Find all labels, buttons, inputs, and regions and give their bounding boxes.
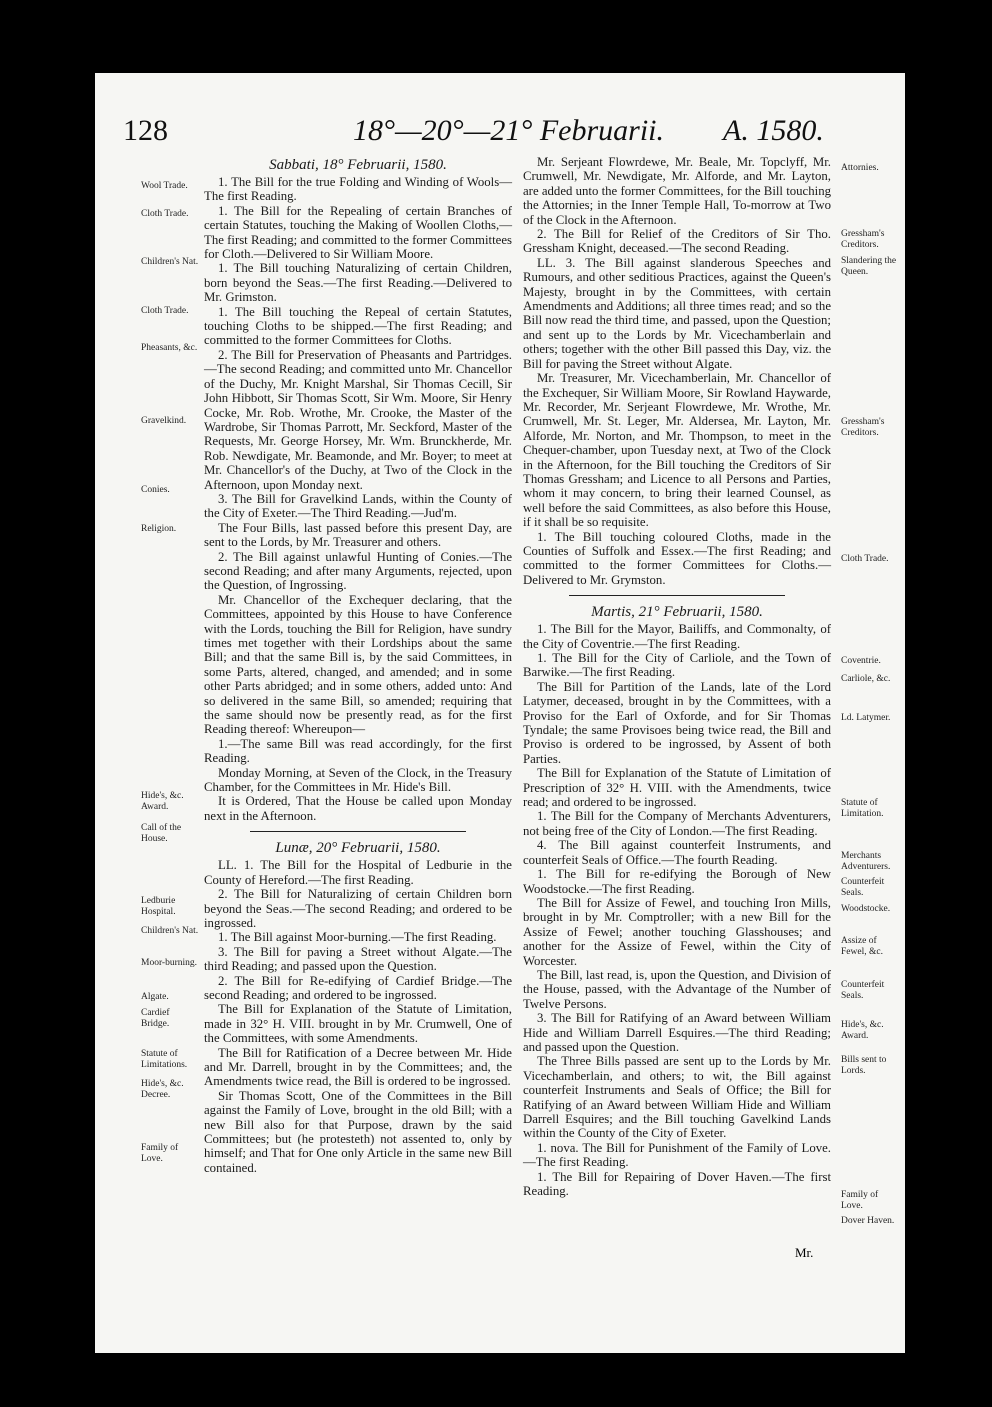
margin-note: Cloth Trade. xyxy=(841,554,889,564)
entry-paragraph: The Bill for Partition of the Lands, late of the Lord Latymer, deceased, brought in by the Committees, with a Proviso for the Earl of Oxforde, and for Sir Thomas Tyndale; the same Provisoes being twice read, the Bill and Proviso is ordered to be ingrossed, by Assent of both Parties. xyxy=(523,679,831,766)
margin-note: Counterfeit Seals. xyxy=(841,980,885,1001)
margin-note: Cloth Trade. xyxy=(141,306,189,316)
margin-note: Ledburie Hospital. xyxy=(141,896,176,917)
margin-note: Gressham's Creditors. xyxy=(841,417,885,438)
entry-paragraph: 1. The Bill for Repairing of Dover Haven.—The first Reading. xyxy=(523,1169,831,1199)
margin-note: Slandering the Queen. xyxy=(841,256,897,277)
entry-paragraph: 1. The Bill touching Naturalizing of certain Children, born beyond the Seas.—The first Reading.—Delivered to Mr. Grimston. xyxy=(204,261,512,305)
entry-paragraph: The Three Bills passed are sent up to the Lords by Mr. Vicechamberlain, and others; to wit, the Bill against counterfeit Instruments and Seals of Office; the Bill for Ratifying of an Award between William Hide and William Darrell Esquires; and the Bill touching Gavelkind Lands within the County of the City of Exeter. xyxy=(523,1054,831,1141)
entry-paragraph: Sir Thomas Scott, One of the Committees in the Bill against the Family of Love, brought in the old Bill; with a new Bill also for that Purpose, drawn by the said Committees; but (he protesteth) not assented to, only by himself; and That for One only Article in the same new Bill contained. xyxy=(204,1088,512,1175)
margin-note: Family of Love. xyxy=(841,1190,879,1211)
entry-paragraph: The Bill for Explanation of the Statute of Limitation of Prescription of 32° H. VIII. with the Amendments, twice read; and ordered to be ingrossed. xyxy=(523,766,831,810)
entry-paragraph: 1. The Bill against Moor-burning.—The first Reading. xyxy=(218,930,497,945)
entry-paragraph: Mr. Treasurer, Mr. Vicechamberlain, Mr. Chancellor of the Exchequer, Sir William Moore, Sir Rowland Haywarde, Mr. Recorder, Mr. Serjeant Flowrdewe, Mr. Wrothe, Mr. Crumwell, Mr. St. Leger, Mr. Aldersea, Mr. Layton, Mr. Alforde, Mr. Norton, and Mr. Thompson, to meet in the Chequer-chamber, upon Tuesday next, at Two of the Clock in the Afternoon, for the Bill touching the Creditors of Sir Thomas Gressham; and Licence to all Persons and Parties, whom it may concern, to bring their learned Counsel, as well before the said Committees, as also before this House, if it shall be so requisite. xyxy=(523,371,831,530)
entry-paragraph: 3. The Bill for Gravelkind Lands, within the County of the City of Exeter.—The Third Reading.—Jud'm. xyxy=(204,491,512,521)
entry-paragraph: It is Ordered, That the House be called upon Monday next in the Afternoon. xyxy=(204,794,512,823)
entry-paragraph: 2. The Bill for Preservation of Pheasants and Partridges.—The second Reading; and committed unto Mr. Chancellor of the Duchy, Mr. Knight Marshal, Sir Thomas Cecill, Sir John Hibbott, Sir Thomas Scott, Sir Wm. Moore, Sir Henry Cocke, Mr. Rob. Wrothe, Mr. Crooke, the Master of the Wardrobe, Sir Thomas Parrott, Mr. Seckford, Master of the Requests, Mr. George Horsey, Mr. Wm. Brunckherde, Mr. Rob. Newdigate, Mr. Beamonde, and Mr. Boyer; to meet at Mr. Chancellor's of the Duchy, at Two of the Clock in the Afternoon, upon Monday next. xyxy=(204,347,512,492)
margin-note: Counterfeit Seals. xyxy=(841,877,885,898)
margin-note: Statute of Limitation. xyxy=(841,798,884,819)
margin-note: Children's Nat. xyxy=(141,257,199,267)
entry-paragraph: 2. The Bill against unlawful Hunting of Conies.—The second Reading; and after many Arguments, rejected, upon the Question, of Ingrossing. xyxy=(204,549,512,593)
right-column xyxy=(523,155,831,1198)
margin-note: Coventrie. xyxy=(841,656,881,666)
entry-paragraph: 1.—The same Bill was read accordingly, for the first Reading. xyxy=(204,736,512,766)
margin-note: Family of Love. xyxy=(141,1143,179,1164)
entry-paragraph: 1. nova. The Bill for Punishment of the Family of Love.—The first Reading. xyxy=(523,1140,831,1170)
margin-note: Religion. xyxy=(141,524,177,534)
entry-paragraph: 1. The Bill for the true Folding and Winding of Wools—The first Reading. xyxy=(204,175,512,204)
margin-note: Wool Trade. xyxy=(141,181,188,191)
catchword: Mr. xyxy=(795,1245,814,1260)
section-heading: Sabbati, 18° Februarii, 1580. xyxy=(269,157,447,173)
margin-note: Hide's, &c. Award. xyxy=(841,1020,884,1041)
margin-note: Attornies. xyxy=(841,163,879,173)
margin-note: Children's Nat. xyxy=(141,926,199,936)
margin-note: Pheasants, &c. xyxy=(141,343,198,353)
margin-note: Gravelkind. xyxy=(141,416,187,426)
entry-paragraph: LL. 3. The Bill against slanderous Speeches and Rumours, and other seditious Practices, against the Queen's Majesty, brought in by the Committees, with certain Amendments and Additions; all three times read; and so the Bill now read the third time, and passed, upon the Question; and sent up to the Lords by Mr. Vicechamberlain and others; together with the other Bill passed this Day, viz. the Bill for paving the Street without Algate. xyxy=(523,255,831,371)
entry-paragraph: The Bill for Ratification of a Decree between Mr. Hide and Mr. Darrell, brought in by the Committees; and, the Amendments twice read, the Bill is ordered to be ingrossed. xyxy=(204,1045,512,1089)
entry-paragraph: LL. 1. The Bill for the Hospital of Ledburie in the County of Hereford.—The first Reading. xyxy=(204,858,512,887)
margin-note: Statute of Limitations. xyxy=(141,1049,188,1070)
entry-paragraph: Mr. Serjeant Flowrdewe, Mr. Beale, Mr. Topclyff, Mr. Crumwell, Mr. Newdigate, Mr. Alforde, and Mr. Layton, are added unto the former Committees, for the Bill touching the Attornies; in the Inner Temple Hall, To-morrow at Two of the Clock in the Afternoon. xyxy=(523,155,831,227)
section-heading: Lunæ, 20° Februarii, 1580. xyxy=(275,840,441,857)
entry-paragraph: The Bill for Assize of Fewel, and touching Iron Mills, brought in by Mr. Comptroller; with a new Bill for the Assize of Fewel; another touching Glasshouses; and another for the Assize of Fewel, within the City of Worcester. xyxy=(523,895,831,968)
entry-paragraph: 1. The Bill for the Mayor, Bailiffs, and Commonalty, of the City of Coventrie.—The first Reading. xyxy=(523,622,831,651)
margin-note: Woodstocke. xyxy=(841,904,891,914)
section-divider xyxy=(569,595,785,596)
entry-paragraph: The Bill, last read, is, upon the Question, and Division of the House, passed, with the Advantage of the Number of Twelve Persons. xyxy=(523,967,831,1011)
entry-paragraph: 3. The Bill for Ratifying of an Award between William Hide and William Darrell Esquires.—The third Reading; and passed upon the Question. xyxy=(523,1011,831,1054)
entry-paragraph: 2. The Bill for Naturalizing of certain Children born beyond the Seas.—The second Reading; and ordered to be ingrossed. xyxy=(204,887,512,930)
margin-note: Merchants Adventurers. xyxy=(841,851,891,872)
margin-note: Algate. xyxy=(141,992,169,1002)
margin-note: Cardief Bridge. xyxy=(141,1008,170,1029)
page-number: 128 xyxy=(123,114,168,147)
entry-paragraph: 1. The Bill for re-edifying the Borough of New Woodstocke.—The first Reading. xyxy=(523,867,831,896)
section-heading: Martis, 21° Februarii, 1580. xyxy=(591,604,763,621)
entry-paragraph: 1. The Bill touching coloured Cloths, made in the Counties of Suffolk and Essex.—The first Reading; and committed to the former Committees for Cloths.—Delivered to Mr. Grymston. xyxy=(523,529,831,587)
header-year: A. 1580. xyxy=(723,114,824,147)
entry-paragraph: The Four Bills, last passed before this present Day, are sent to the Lords, by Mr. Treasurer and others. xyxy=(204,520,512,550)
margin-note: Hide's, &c. Award. xyxy=(141,791,184,812)
margin-note: Ld. Latymer. xyxy=(841,713,891,723)
entry-paragraph: 4. The Bill against counterfeit Instruments, and counterfeit Seals of Office.—The fourth Reading. xyxy=(523,838,831,867)
entry-paragraph: The Bill for Explanation of the Statute of Limitation, made in 32° H. VIII. brought in by Mr. Crumwell, One of the Committees, with some Amendments. xyxy=(204,1002,512,1046)
entry-paragraph: 1. The Bill for the Repealing of certain Branches of certain Statutes, touching the Making of Woollen Cloths,—The first Reading; and committed to the former Committees for Cloth.—Delivered to Sir William Moore. xyxy=(204,203,512,262)
margin-note: Hide's, &c. Decree. xyxy=(141,1079,184,1100)
margin-note: Moor-burning. xyxy=(141,958,198,968)
entry-paragraph: 2. The Bill for Re-edifying of Cardief Bridge.—The second Reading; and ordered to be ingrossed. xyxy=(204,973,512,1002)
left-column xyxy=(204,155,512,1175)
page-sheet xyxy=(95,73,905,1353)
margin-note: Cloth Trade. xyxy=(141,209,189,219)
margin-note: Carliole, &c. xyxy=(841,674,891,684)
entry-paragraph: 3. The Bill for paving a Street without Algate.—The third Reading; and passed upon the Question. xyxy=(204,944,512,974)
margin-note: Call of the House. xyxy=(141,823,182,844)
header-dates: 18°—20°—21° Februarii. xyxy=(353,114,665,147)
margin-note: Gressham's Creditors. xyxy=(841,229,885,250)
entry-paragraph: 1. The Bill for the City of Carliole, and the Town of Barwike.—The first Reading. xyxy=(523,651,831,680)
entry-paragraph: 2. The Bill for Relief of the Creditors of Sir Tho. Gressham Knight, deceased.—The second Reading. xyxy=(523,227,831,256)
margin-note: Assize of Fewel, &c. xyxy=(841,936,883,957)
entry-paragraph: Monday Morning, at Seven of the Clock, in the Treasury Chamber, for the Committees in Mr. Hide's Bill. xyxy=(204,765,512,795)
section-divider xyxy=(250,831,466,832)
margin-note: Dover Haven. xyxy=(841,1216,895,1226)
margin-note: Bills sent to Lords. xyxy=(841,1055,887,1076)
entry-paragraph: Mr. Chancellor of the Exchequer declaring, that the Committees, appointed by this House to have Conference with the Lords, touching the Bill for Religion, have sundry times met together with their Lordships about the same Bill; and that the same Bill is, by the said Committees, in some Parts, altered, changed, and amended; and in some other Parts abridged; and in some others, added unto: And so delivered in the same Bill, so amended; requiring that the same should now be presently read, as for the first Reading thereof: Whereupon— xyxy=(204,592,512,737)
entry-paragraph: 1. The Bill touching the Repeal of certain Statutes, touching Cloths to be shipped.—The first Reading; and committed to the former Committees for Cloths. xyxy=(204,304,512,348)
entry-paragraph: 1. The Bill for the Company of Merchants Adventurers, not being free of the City of London.—The first Reading. xyxy=(523,809,831,838)
margin-note: Conies. xyxy=(141,485,170,495)
